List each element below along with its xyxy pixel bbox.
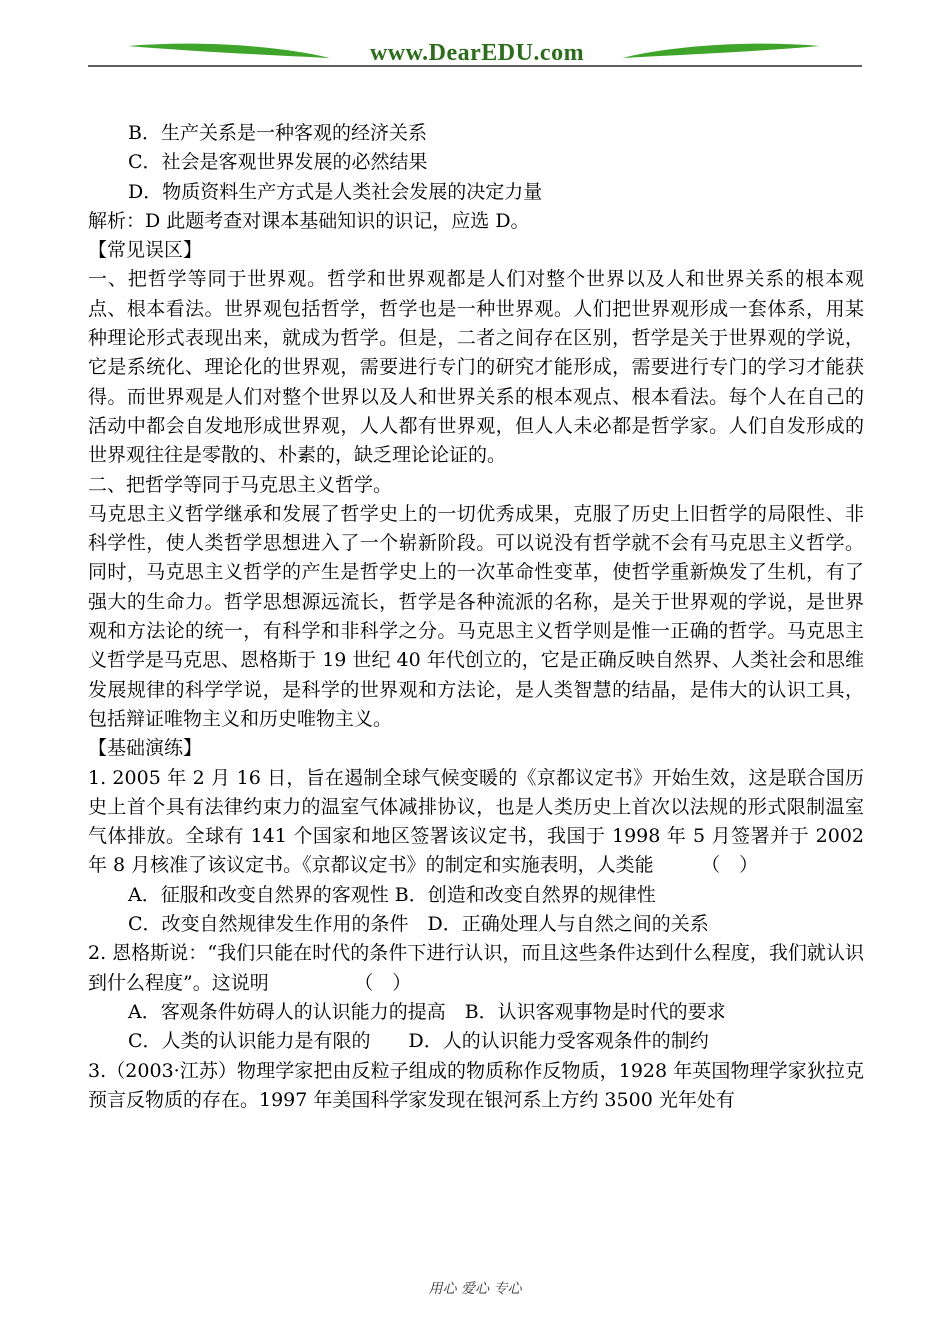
paragraph: 1. 2005 年 2 月 16 日，旨在遏制全球气候变暖的《京都议定书》开始生效，这是联合国历史上首个具有法律约束力的温室气体减排协议，也是人类历史上首次以法规的形式限制温室气体排放。全球有 141 个国家和地区签署该议定书，我国于 1998 年 5 月签署并于 2002 年 8 月核准了该议定书。《京都议定书》的制定和实施表明，人类能 （ ）: [88, 766, 864, 877]
page-footer: 用心 爱心 专心: [428, 1281, 522, 1297]
paragraph: C．改变自然规律发生作用的条件 D．正确处理人与自然之间的关系: [128, 913, 709, 936]
paragraph: A．客观条件妨碍人的认识能力的提高 B．认识客观事物是时代的要求: [128, 1000, 726, 1023]
paragraph: 2. 恩格斯说：“我们只能在时代的条件下进行认识，而且这些条件达到什么程度，我们就认识到什么程度”。这说明 （ ）: [88, 942, 864, 994]
paragraph: C．人类的认识能力是有限的 D．人的认识能力受客观条件的制约: [128, 1030, 709, 1053]
paragraph: 【基础演练】: [88, 737, 203, 760]
paragraph: A．征服和改变自然界的客观性 B．创造和改变自然界的规律性: [128, 883, 656, 906]
document-body: [88, 119, 864, 1115]
paragraph: 一、把哲学等同于世界观。哲学和世界观都是人们对整个世界以及人和世界关系的根本观点、根本看法。世界观包括哲学，哲学也是一种世界观。人们把世界观形成一套体系，用某种理论形式表现出来，就成为哲学。但是，二者之间存在区别，哲学是关于世界观的学说，它是系统化、理论化的世界观，需要进行专门的研究才能形成，需要进行专门的学习才能获得。而世界观是人们对整个世界以及人和世界关系的根本观点、根本看法。每个人在自己的活动中都会自发地形成世界观，人人都有世界观，但人人未必都是哲学家。人们自发形成的世界观往往是零散的、朴素的，缺乏理论论证的。: [88, 268, 864, 467]
paragraph: 解析：D 此题考查对课本基础知识的识记，应选 D。: [88, 209, 530, 232]
right-swoosh-icon: [622, 44, 820, 58]
site-logo: www.DearEDU.com: [369, 40, 585, 66]
page-header: [0, 0, 950, 80]
paragraph: C．社会是客观世界发展的必然结果: [128, 151, 428, 174]
paragraph: 3.（2003·江苏）物理学家把由反粒子组成的物质称作反物质，1928 年英国物理学家狄拉克预言反物质的存在。1997 年美国科学家发现在银河系上方约 3500 光年处有: [88, 1059, 864, 1111]
paragraph: 马克思主义哲学继承和发展了哲学史上的一切优秀成果，克服了历史上旧哲学的局限性、非科学性，使人类哲学思想进入了一个崭新阶段。可以说没有哲学就不会有马克思主义哲学。同时，马克思主义哲学的产生是哲学史上的一次革命性变革，使哲学重新焕发了生机，有了强大的生命力。哲学思想源远流长，哲学是各种流派的名称，是关于世界观的学说，是世界观和方法论的统一，有科学和非科学之分。马克思主义哲学则是惟一正确的哲学。马克思主义哲学是马克思、恩格斯于 19 世纪 40 年代创立的，它是正确反映自然界、人类社会和思维发展规律的科学学说，是科学的世界观和方法论，是人类智慧的结晶，是伟大的认识工具，包括辩证唯物主义和历史唯物主义。: [88, 502, 864, 730]
paragraph: 【常见误区】: [88, 239, 203, 262]
paragraph: B．生产关系是一种客观的经济关系: [128, 122, 427, 144]
paragraph: 二、把哲学等同于马克思主义哲学。: [88, 473, 393, 496]
left-swoosh-icon: [128, 44, 330, 58]
paragraph: D．物质资料生产方式是人类社会发展的决定力量: [128, 180, 543, 203]
